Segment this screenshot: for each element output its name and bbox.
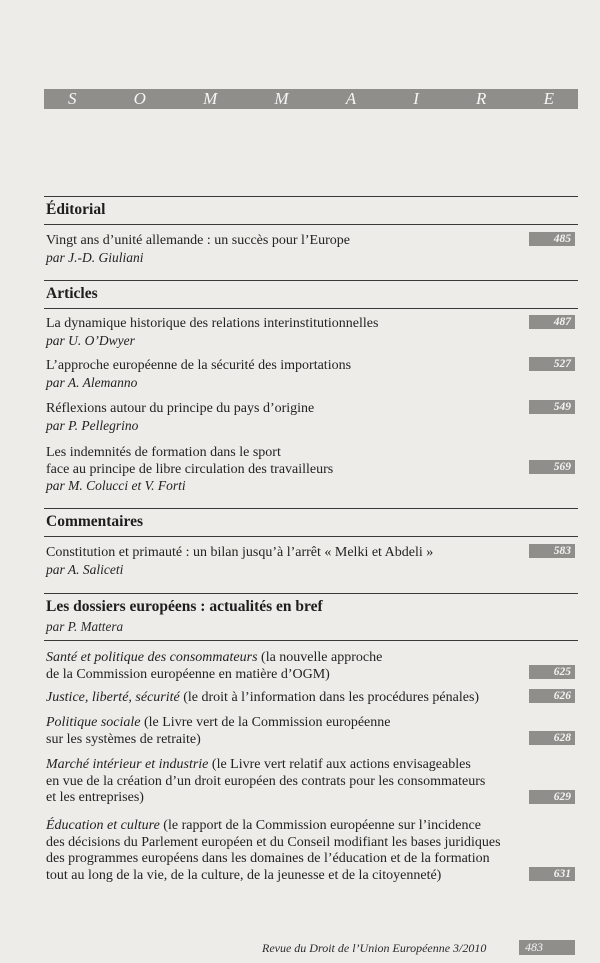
- toc-entry[interactable]: [46, 445, 516, 495]
- entry-title: de la Commission européenne en matière d’OGM): [46, 666, 330, 682]
- toc-entry[interactable]: [46, 650, 516, 683]
- toc-entry[interactable]: [46, 316, 516, 349]
- entry-title: tout au long de la vie, de la culture, de la jeunesse et de la citoyenneté): [46, 867, 442, 883]
- page-number-badge: 583: [529, 544, 575, 558]
- entry-title: La dynamique historique des relations interinstitutionnelles: [46, 316, 379, 331]
- divider: [44, 640, 578, 641]
- page-number-badge: 527: [529, 357, 575, 371]
- toc-entry[interactable]: [46, 401, 516, 434]
- entry-topic: Marché intérieur et industrie: [46, 757, 209, 772]
- header-letter: M: [203, 89, 218, 108]
- page-number-badge: 487: [529, 315, 575, 329]
- entry-topic: Éducation et culture: [46, 818, 160, 833]
- entry-author: par A. Saliceti: [46, 561, 124, 577]
- header-letter: O: [133, 89, 146, 108]
- entry-author: par U. O’Dwyer: [46, 332, 135, 348]
- header-letter: A: [345, 89, 357, 108]
- entry-title: sur les systèmes de retraite): [46, 731, 201, 747]
- entry-title: des programmes européens dans les domaines de l’éducation et de la formation: [46, 851, 490, 866]
- page-number-badge: 569: [529, 460, 575, 474]
- section-title-dossiers: Les dossiers européens : actualités en bref: [46, 598, 323, 615]
- divider: [44, 196, 578, 197]
- section-author: par P. Mattera: [46, 619, 124, 634]
- divider: [44, 593, 578, 594]
- entry-topic: Santé et politique des consommateurs: [46, 650, 258, 665]
- divider: [44, 308, 578, 309]
- footer-page-number: 483: [519, 940, 575, 955]
- entry-title: (le droit à l’information dans les procédures pénales): [179, 690, 480, 705]
- divider: [44, 536, 578, 537]
- header-letter: E: [543, 89, 554, 108]
- entry-topic: Justice, liberté, sécurité: [46, 690, 180, 705]
- page-number-badge: 631: [529, 867, 575, 881]
- header-letter: R: [476, 89, 487, 108]
- section-title-commentaires: Commentaires: [46, 513, 143, 530]
- toc-entry[interactable]: [46, 233, 516, 266]
- section-title-articles: Articles: [46, 285, 98, 302]
- entry-title: Vingt ans d’unité allemande : un succès pour l’Europe: [46, 233, 350, 248]
- toc-entry[interactable]: [46, 690, 516, 707]
- toc-entry[interactable]: [46, 818, 516, 884]
- page-number-badge: 485: [529, 232, 575, 246]
- entry-author: par P. Pellegrino: [46, 417, 139, 433]
- entry-topic: Politique sociale: [46, 715, 141, 730]
- section-title-editorial: Éditorial: [46, 201, 106, 218]
- page-number-badge: 628: [529, 731, 575, 745]
- entry-title: Réflexions autour du principe du pays d’origine: [46, 401, 315, 416]
- page-number-badge: 625: [529, 665, 575, 679]
- entry-title: (le rapport de la Commission européenne sur l’incidence: [159, 818, 481, 833]
- page-number-badge: 549: [529, 400, 575, 414]
- entry-title: des décisions du Parlement européen et du Conseil modifiant les bases juridiques: [46, 834, 501, 850]
- entry-title: L’approche européenne de la sécurité des importations: [46, 358, 352, 373]
- header-letter: I: [413, 89, 419, 108]
- divider: [44, 224, 578, 225]
- entry-title: Constitution et primauté : un bilan jusqu’à l’arrêt « Melki et Abdeli »: [46, 545, 434, 560]
- divider: [44, 508, 578, 509]
- entry-title: (le Livre vert relatif aux actions envisageables: [208, 757, 471, 772]
- entry-title: en vue de la création d’un droit européen des contrats pour les consommateurs: [46, 773, 486, 789]
- entry-title: et les entreprises): [46, 790, 144, 805]
- entry-title: face au principe de libre circulation des travailleurs: [46, 461, 334, 477]
- entry-title: Les indemnités de formation dans le sport: [46, 445, 281, 460]
- entry-author: par A. Alemanno: [46, 374, 138, 390]
- toc-entry[interactable]: [46, 545, 516, 578]
- footer-journal: Revue du Droit de l’Union Européenne 3/2010: [262, 941, 487, 955]
- divider: [44, 280, 578, 281]
- toc-entry[interactable]: [46, 757, 516, 807]
- entry-author: par M. Colucci et V. Forti: [46, 478, 186, 493]
- toc-entry[interactable]: [46, 358, 516, 391]
- header-letter: S: [68, 89, 77, 108]
- entry-title: (la nouvelle approche: [257, 650, 383, 665]
- header-letter: M: [274, 89, 289, 108]
- entry-author: par J.-D. Giuliani: [46, 249, 144, 265]
- page-number-badge: 629: [529, 790, 575, 804]
- page-number-badge: 626: [529, 689, 575, 703]
- entry-title: (le Livre vert de la Commission européenne: [140, 715, 391, 730]
- toc-entry[interactable]: [46, 715, 516, 748]
- sommaire-header: [44, 89, 578, 109]
